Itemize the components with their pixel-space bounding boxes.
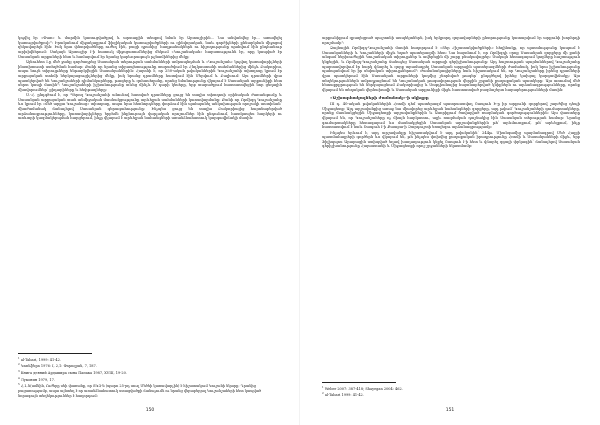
page-number: 151: [445, 408, 455, 413]
footnote: $^4$ Луконин 1979, 17.: [18, 375, 55, 382]
left-page-text-column: [18, 36, 282, 366]
footnote: $^2$ Կոռնֆելտ 1976: I, 2,1: Փորոզյան, 7, 187.: [18, 362, 97, 369]
section-heading: «Աշխարհակալների ժամանակ»-ի սկիզբը: [330, 95, 429, 101]
left-paragraph-2: Այնուհետ I֊ը մեծ ջանք գործադրեց Սասանյան տերության սահմանների ամրապնդման և «Կուշանշահ» կոչվող կառավարիչների ինստիտուտի ստեղծման համար։ Քանի որ նրանց տիրապետությունը տարածվում էր Հնդկաստանի սահմաններից մինչև Բակտրիա, ապա նույն տիրույթները ենթարկվեցին Սասանյաններին։ Հայտնի է, որ 250-ական թվականներին Կուշանշահի տիտղոսը կրում էր արքայական տոհմի ներկայացուցիչներից մեկը, իսկ նրանց դրամները հատվում էին Մերվում և Բալխում։ Այս դրամների վրա պատկերված են Կուշանշահերի դիմանկարները, թագերը և զոհասեղանը, որոնց նմանությունը վկայում է Սասանյան արքունիքի հետ սերտ կապի մասին³։ Կուշանշահերի իշխանությունը տևեց մինչև IV դարի կեսերը, երբ տարածքում հաստատվեցին նոր ցեղային միավորումներ՝ քիդարիները և հեփթաղները։: [18, 59, 282, 92]
right-paragraph-3: III դ. 40-ական թվականներին Հռոմի դեմ պատերազմ պատրաստվող Շապուհ Ի-ը իր արքունի զորքերով շարժվեց դեպի Միջագետք։ Այդ արշավանքից առաջ նա միավորեց արևելյան նահանգների զորքերը, այդ թվում՝ Կուշանշահերի գումարտակները, որոնք մասնակցեցին Միջագետքի արշավանքներին և Ասորիքում ծավալված ռազմական գործողություններին։ Այս փաստերը վկայում են, որ Կուշանշահերը ոչ միայն հարկատու, այլև ռազմական դաշնակից էին Սասանյան տերության համար։ Նրանց գումարտակները հետագայում ևս մասնակցեցին Սասանյան արշավանքներին թե՛ արևմուտքում, թե՛ արևելքում, ինչը հաստատվում է նաև Շապուհ I-ի Քաաբա-ի Զարդուշտի եռալեզու արձանագրությամբ։: [322, 101, 580, 130]
footnote-rule: [18, 353, 92, 354]
right-paragraph-4: Ինչպես երևում է, այդ արշավանքը հիշատակվում է այդ թվականին՝ 244թ. Միանգամից պայմանագրով Մեծ Հայքի պատմահայրերի գործերն ևս վկայում են, թե ինչպես փոխվեց քաղաքական իրադրությունը Հռոմի և Սասանյանների միջև, երբ Ֆիլիպպոս Արաբացին ստիպված եղավ խաղաղություն կնքել Շապուհ I-ի հետ և վճարել զգալի փրկագին՝ ճանաչելով Սասանյան գերիշխանությունը Հայաստանի և Միջագետքի որոշ շրջանների նկատմամբ։: [322, 130, 580, 149]
left-footnotes: [18, 353, 282, 398]
right-footnotes: [322, 382, 580, 398]
footnote: $^1$ al-Tabari, 1999: 41-42.: [18, 355, 62, 362]
page-number: 150: [145, 408, 155, 413]
right-page: [300, 0, 600, 425]
footnote: $^1$ Weber 2007: 387-418; Shayegan 2004: 462.: [322, 384, 403, 391]
footnote: $^3$ Книга деяний Ардашира сына Папака 1987, XVIII, 19-20.: [18, 369, 127, 376]
footnote-rule: [322, 382, 396, 383]
left-paragraph-1: կոչվել էր «Փառ» և մարմին կառուցվածքով և արտաքին տեսքով նման էր Արտաշիրին... Նա անվանվեց էր... առավելել կառուցվածքով»³։ Իրականում միջակայքում ֆիզիկական կառուցվածքների ու զինվորական, նաև գործիչների քննարկման միջոցով ղեկավարելն էին։ Իսկ նրա փնտրվածները ուժեղ էին, բացի դրանից՝ հաղթանակներն ու հիշողությունը պահվում էին ընդհանուր արխիվներում։ Սակայն Արտաշիր I-ի հատուկ միջոցառումներից մեկում «Կուշանական» հարստությունն էր, որը կապված էր Սասանյան արքաների հետ և համարվում էր նրանց կարևորագույն թշնամիներից մեկը։: [18, 36, 282, 59]
footnote: $^5$ Հ.Լ.ն(ամնին, Ուժերը սեի փառանք, որ ՏԿԶ-ն (պարո 25-րդ սուղ Մեծեի կառավարչին) է հիշատակում Կուշանի նկարը: Դրանից բացառությամբ, ապա այնտեղ է որ առանձնահատուկ ստացվածքի ճանաչումն ու նրանց վերաբերյալ Կուշանշահերի հետ կապված նորագույն տեղեկություններ է հաղորդում։: [18, 382, 262, 398]
right-page-text-column: [322, 36, 580, 366]
right-paragraph-2: Ձայնային Որմիզդ-Կուշանշահի մասին հաղորդում է «Տեր Հիշատակվածքների» հեղինակը, որ պատմությունը կապում է Սասանյանների և Կուշանների միջև եղած պատերազմի հետ։ Նա հայտնում է, որ Որմիզդի օրոք Սասանյան զորքերը մի քանի անգամ ներխուժեցին Կուշանական տիրույթներ և ավերեցին մի շարք բնակավայրեր։ Սակայն հետագայում կողմերը հաշտություն կնքեցին, և Որմիզդ-Կուշանշահը ճանաչեց Սասանյան արքայի գերիշխանությունը։ Այդ հաշտության պայմաններով Կուշանշահը պարտավորվում էր հարկ վճարել և զորք տրամադրել Սասանյան արքային պատերազմների ժամանակ, իսկ նրա իշխանությունը պահպանվում էր իր սեփական տիրույթներում²։ Ժամանակագիրները նաև հիշատակում են, որ Կուշանշահերը իրենց դրամների վրա պատկերում էին Սասանյան արքաների կողմից շնորհված թագեր՝ ընդգծելով իրենց կախյալ կարգավիճակը։ Այս տեղեկություններն ամբողջացնում են Կուշանական թագավորության վերջին շրջանի քաղաքական պատկերը։ Այս առումով մեծ հետաքրքրություն են ներկայացնում Բակտրիայից և Սոգդիանայից հայտնաբերված կնիքներն ու արձանագրությունները, որոնք վկայում են տեղական վերնախավի և Սասանյան արքունիքի միջև հաստատված բազմաշերտ հարաբերությունների մասին։: [322, 45, 580, 92]
left-paragraph-3: Ս.-Հ. ընդգծում է, որ Պերոզ Կուշանշահի անունով հատված դրամները ցույց են տալիս տիտղոսի օրինական ժառանգումը և Սասանյան արքայական տան անմիջական մասնակցությունը արևելյան սահմանների կառավարմանը։ Քանի որ Որմիզդ Կուշանշահը ևս կրում էր «մեծ արքա Կուշանաց» տիտղոսը, ապա նրա հետնորդները փորձում էին պահպանել անկախության որոշակի աստիճան՝ միաժամանակ ճանաչելով Սասանյան գերագահությունը։ Ինչպես ցույց են տալիս Բակտրիայից հայտնաբերված արձանագրությունները, կառավարիչները երբեմն ինքնուրույն վարչական որոշումներ էին ընդունում, հատկապես հարկերի ու առևտրի կազմակերպման հարցերում, ինչը վկայում է արևելյան նահանգների առանձնահատուկ կարգավիճակի մասին։: [18, 93, 282, 121]
right-paragraph-1: արքունիքում զբաղեցրած պաշտոնի ասպեկտներն, իսկ երկրորդ զորավարների ընտրությունը կատարվում էր արքունի խորհրդի որոշմամբ¹։: [322, 36, 580, 45]
footnote: $^2$ al-Tabari 1999: 41-42.: [322, 391, 364, 398]
